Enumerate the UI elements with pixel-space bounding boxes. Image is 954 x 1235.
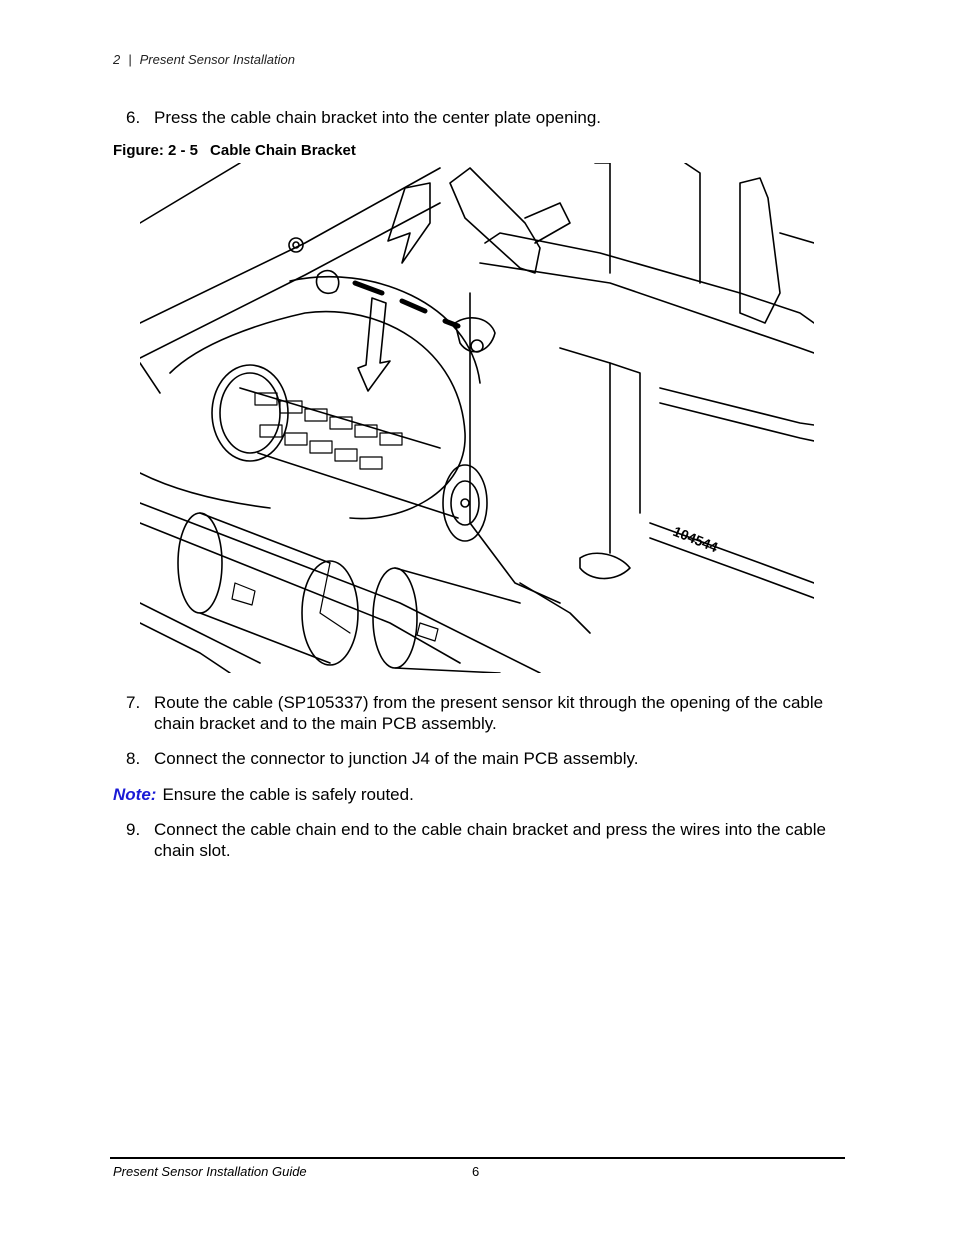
footer-guide-title: Present Sensor Installation Guide	[113, 1164, 307, 1179]
step-text: Connect the cable chain end to the cable chain bracket and press the wires into the cable chain slot.	[154, 820, 826, 860]
header-separator: |	[128, 52, 132, 67]
part-number-label: 104544	[670, 522, 721, 556]
step-9	[126, 819, 846, 861]
step-7	[126, 692, 846, 734]
cable-chain-bracket-illustration	[140, 163, 814, 673]
step-number: 8.	[126, 749, 141, 768]
step-text: Route the cable (SP105337) from the present sensor kit through the opening of the cable chain bracket and to the main PCB assembly.	[154, 693, 824, 733]
step-text: Press the cable chain bracket into the center plate opening.	[154, 108, 602, 127]
step-number: 6.	[126, 108, 141, 127]
step-text: Connect the connector to junction J4 of the main PCB assembly.	[154, 749, 639, 768]
header-page-number: 2	[113, 52, 121, 67]
running-header	[113, 52, 295, 67]
footer-rule	[110, 1157, 845, 1159]
note-text: Ensure the cable is safely routed.	[162, 785, 414, 804]
step-number: 9.	[126, 820, 141, 839]
footer-page-number: 6	[472, 1164, 480, 1179]
figure-caption	[113, 142, 356, 159]
figure-title: Cable Chain Bracket	[210, 142, 356, 159]
note-label: Note:	[113, 785, 157, 804]
header-section-title: Present Sensor Installation	[139, 52, 295, 67]
figure-label: Figure: 2 - 5	[113, 142, 199, 159]
step-number: 7.	[126, 693, 141, 712]
step-8	[126, 748, 846, 769]
note	[113, 784, 414, 805]
step-6	[126, 107, 846, 128]
